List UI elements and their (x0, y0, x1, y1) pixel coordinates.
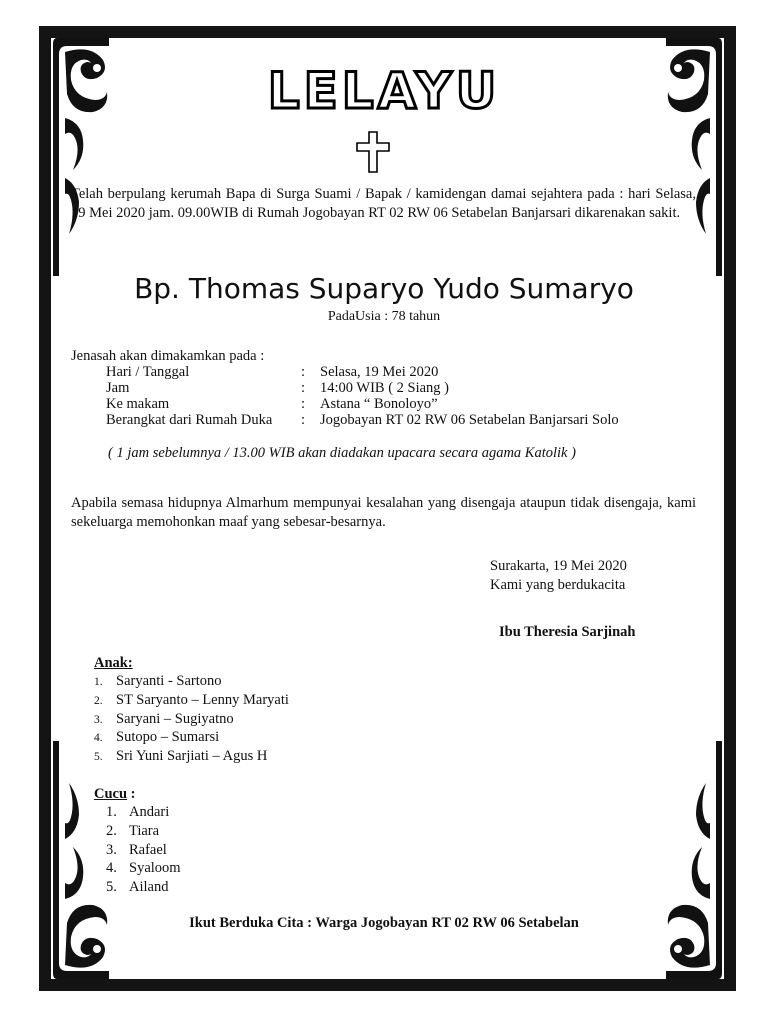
grandchild-name: Rafael (129, 841, 167, 858)
page-title: LELAYU (267, 62, 501, 120)
grandchild-name: Syaloom (129, 860, 181, 877)
burial-label: Hari / Tanggal (106, 364, 190, 380)
list-number: 3. (106, 841, 117, 858)
burial-colon: : (301, 396, 306, 412)
children-heading: Anak: (94, 655, 133, 671)
cross-icon (355, 131, 391, 173)
child-name: Sutopo – Sumarsi (116, 729, 220, 746)
list-item (106, 822, 181, 841)
deceased-name: Bp. Thomas Suparyo Yudo Sumaryo (134, 272, 634, 305)
list-number: 4. (106, 860, 117, 877)
corner-ornament-icon (664, 739, 724, 979)
corner-ornament-icon (51, 739, 111, 979)
list-item (94, 747, 289, 766)
place-date: Surakarta, 19 Mei 2020 (490, 558, 627, 574)
signature-block (490, 557, 627, 595)
child-name: ST Saryanto – Lenny Maryati (116, 691, 289, 708)
intro-text: Telah berpulang kerumah Bapa di Surga Suami / Bapak / kamidengan damai sejahtera pada : hari Selasa, 19 Mei 2020 jam. 09.00WIB di Rumah Jogobayan RT 02 RW 06 Setabelan Banjarsari dikarenakan sakit. (71, 186, 696, 221)
burial-value: Jogobayan RT 02 RW 06 Setabelan Banjarsari Solo (320, 412, 619, 428)
burial-label: Jam (106, 380, 130, 396)
burial-colon: : (301, 364, 306, 380)
child-name: Saryani – Sugiyatno (116, 710, 234, 727)
grandchild-name: Tiara (129, 822, 160, 839)
grandchildren-heading (94, 786, 136, 803)
ceremony-note: ( 1 jam sebelumnya / 13.00 WIB akan diadakan upacara secara agama Katolik ) (108, 445, 576, 461)
list-item (106, 841, 181, 860)
burial-label: Berangkat dari Rumah Duka (106, 412, 273, 428)
list-number: 3. (94, 713, 103, 726)
deceased-age: PadaUsia : 78 tahun (327, 309, 441, 324)
child-name: Sri Yuni Sarjiati – Agus H (116, 748, 268, 765)
burial-label: Ke makam (106, 396, 170, 412)
list-number: 1. (106, 804, 117, 820)
burial-value: 14:00 WIB ( 2 Siang ) (320, 380, 450, 396)
grandchildren-heading-label: Cucu (94, 786, 128, 802)
child-name: Saryanti - Sartono (116, 673, 222, 689)
grandchildren-list (106, 803, 181, 897)
apology-text: Apabila semasa hidupnya Almarhum mempunyai kesalahan yang disengaja ataupun tidak disengaja, kami sekeluarga memohonkan maaf yang sebesar-besarnya. (71, 495, 696, 530)
footer-text: Ikut Berduka Cita : Warga Jogobayan RT 02 RW 06 Setabelan (189, 915, 579, 931)
children-list (94, 672, 289, 766)
closing-text: Kami yang berdukacita (490, 577, 626, 593)
list-item (94, 728, 289, 747)
signer-name: Ibu Theresia Sarjinah (499, 624, 636, 640)
burial-value: Astana “ Bonoloyo” (320, 396, 438, 412)
list-number: 5. (106, 879, 117, 896)
list-item (94, 710, 289, 729)
burial-heading: Jenasah akan dimakamkan pada : (71, 348, 265, 364)
grandchild-name: Andari (129, 804, 170, 820)
list-number: 1. (94, 676, 103, 688)
list-number: 2. (106, 822, 117, 839)
list-item (94, 672, 289, 691)
list-item (106, 803, 181, 822)
list-item (94, 691, 289, 710)
burial-colon: : (301, 380, 306, 396)
burial-colon: : (301, 412, 306, 428)
burial-value: Selasa, 19 Mei 2020 (320, 364, 439, 380)
list-number: 5. (94, 751, 103, 764)
list-number: 2. (94, 694, 103, 707)
list-item (106, 878, 181, 897)
grandchild-name: Ailand (129, 879, 169, 896)
grandchildren-heading-suffix: : (127, 786, 136, 802)
list-item (106, 859, 181, 878)
list-number: 4. (94, 732, 103, 745)
